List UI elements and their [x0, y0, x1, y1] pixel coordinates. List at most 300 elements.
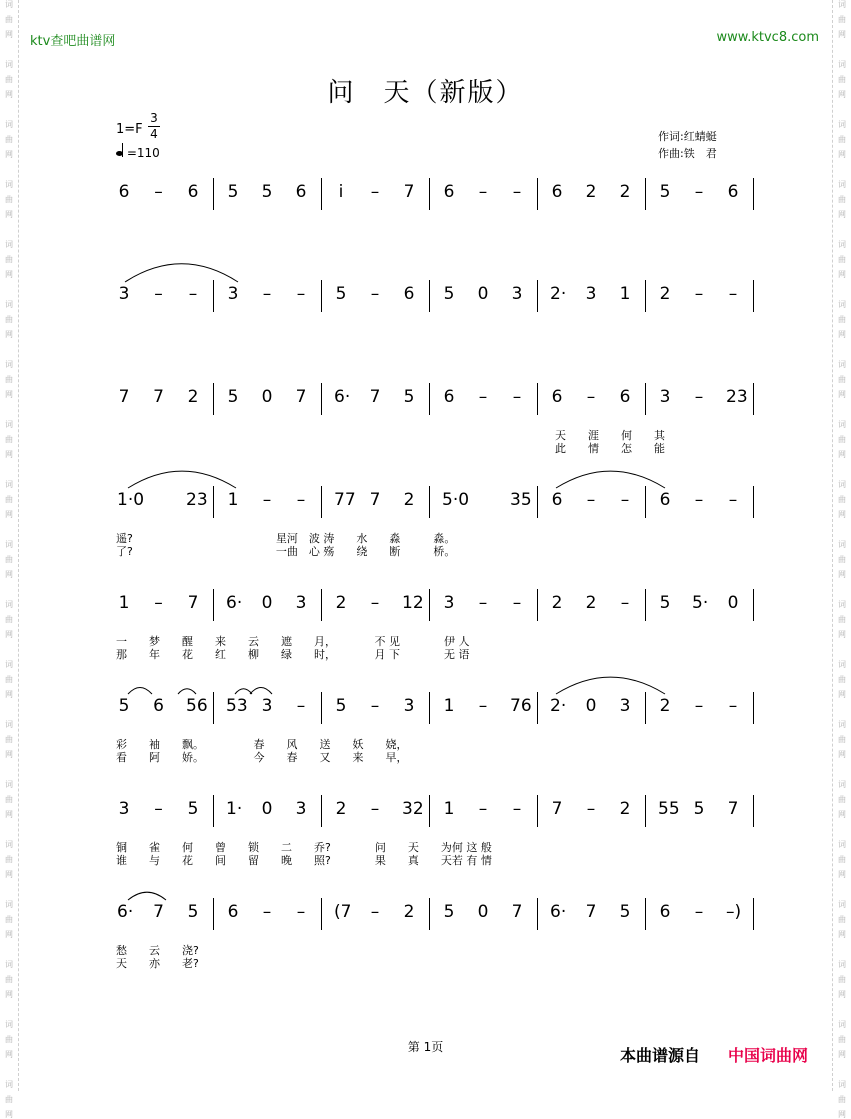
note: 1 — [118, 593, 130, 613]
note: 6 — [551, 182, 563, 202]
note: 3 — [295, 593, 307, 613]
bar-line — [213, 898, 214, 930]
watermark-char: 网 — [838, 330, 846, 339]
note: 6 — [227, 902, 239, 922]
note: – — [296, 490, 306, 510]
note: – — [512, 387, 522, 407]
note: – — [478, 593, 488, 613]
watermark-char: 曲 — [5, 195, 13, 204]
watermark-char: 曲 — [5, 495, 13, 504]
watermark-char: 词 — [5, 840, 13, 849]
song-title: 问 天（新版） — [327, 78, 524, 108]
note: 7 — [369, 490, 381, 510]
note: 5 — [335, 696, 347, 716]
watermark-char: 网 — [838, 750, 846, 759]
page-number: 第 1页 — [407, 1040, 444, 1054]
watermark-char: 词 — [5, 420, 13, 429]
bar-line — [645, 383, 646, 415]
bar-line — [429, 178, 430, 210]
note: – — [188, 284, 198, 304]
watermark-char: 曲 — [838, 795, 846, 804]
watermark-char: 曲 — [5, 435, 13, 444]
note: 2 — [335, 799, 347, 819]
watermark-char: 网 — [838, 30, 846, 39]
time-signature-bottom: 4 — [150, 127, 158, 141]
time-signature — [148, 112, 160, 141]
watermark-char: 曲 — [5, 75, 13, 84]
note: 7 — [727, 799, 739, 819]
bar-line — [429, 795, 430, 827]
note: 2 — [585, 593, 597, 613]
bar-line — [213, 692, 214, 724]
bar-line — [645, 692, 646, 724]
note: 7 — [403, 182, 415, 202]
watermark-char: 网 — [838, 570, 846, 579]
watermark-char: 词 — [838, 120, 846, 129]
note: – — [728, 696, 738, 716]
watermark-char: 曲 — [838, 735, 846, 744]
bar-line — [213, 383, 214, 415]
watermark-char: 曲 — [838, 555, 846, 564]
note: 6 — [551, 490, 563, 510]
note: 1 — [443, 799, 455, 819]
note: – — [262, 284, 272, 304]
bar-line — [753, 692, 754, 724]
watermark-char: 词 — [5, 660, 13, 669]
note: –) — [726, 902, 742, 922]
note: 5·0 — [442, 490, 470, 510]
watermark-char: 曲 — [5, 975, 13, 984]
bar-line — [645, 280, 646, 312]
watermark-char: 网 — [5, 450, 13, 459]
watermark-char: 曲 — [5, 1035, 13, 1044]
watermark-char: 词 — [838, 540, 846, 549]
bar-line — [645, 589, 646, 621]
watermark-char: 曲 — [5, 315, 13, 324]
watermark-char: 网 — [5, 630, 13, 639]
note: 6 — [443, 182, 455, 202]
watermark-char: 网 — [838, 990, 846, 999]
watermark-char: 曲 — [838, 15, 846, 24]
note: 3 — [511, 284, 523, 304]
watermark-char: 曲 — [5, 255, 13, 264]
watermark-char: 网 — [838, 450, 846, 459]
watermark-char: 曲 — [838, 1095, 846, 1104]
note: 7 — [369, 387, 381, 407]
note: 6· — [226, 593, 243, 613]
watermark-char: 曲 — [838, 975, 846, 984]
note: 2 — [551, 593, 563, 613]
note: 0 — [585, 696, 597, 716]
watermark-char: 词 — [838, 0, 846, 9]
note: 3 — [403, 696, 415, 716]
note: 76 — [510, 696, 532, 716]
watermark-char: 词 — [5, 1080, 13, 1089]
note: 6 — [187, 182, 199, 202]
note: – — [586, 387, 596, 407]
note: 1·0 — [117, 490, 145, 510]
lyricist-credit: 作词:红蜻蜓 — [658, 130, 717, 143]
note: – — [296, 284, 306, 304]
watermark-char: 曲 — [5, 855, 13, 864]
composer-credit: 作曲:铁 君 — [658, 147, 717, 160]
note: 6 — [659, 902, 671, 922]
watermark-char: 网 — [5, 1110, 13, 1119]
watermark-char: 词 — [838, 600, 846, 609]
bar-line — [537, 178, 538, 210]
watermark-char: 网 — [5, 930, 13, 939]
note: 3 — [227, 284, 239, 304]
note: 77 — [334, 490, 356, 510]
note: 5 — [261, 182, 273, 202]
bar-line — [213, 486, 214, 518]
watermark-char: 词 — [838, 660, 846, 669]
note: – — [512, 799, 522, 819]
note: – — [512, 593, 522, 613]
watermark-char: 网 — [838, 690, 846, 699]
note: – — [620, 490, 630, 510]
watermark-char: 曲 — [838, 1035, 846, 1044]
watermark-char: 词 — [5, 360, 13, 369]
watermark-char: 网 — [5, 330, 13, 339]
note: 1 — [227, 490, 239, 510]
note: 56 — [186, 696, 208, 716]
watermark-char: 曲 — [5, 135, 13, 144]
bar-line — [645, 795, 646, 827]
note: 2· — [550, 284, 567, 304]
note: 53 — [226, 696, 248, 716]
note: 5· — [692, 593, 709, 613]
note: 6 — [295, 182, 307, 202]
note: 5 — [187, 799, 199, 819]
watermark-char: 网 — [5, 90, 13, 99]
note: – — [478, 799, 488, 819]
note: – — [154, 284, 163, 304]
note: 3 — [118, 284, 130, 304]
watermark-char: 词 — [5, 60, 13, 69]
note: i — [338, 182, 344, 202]
watermark-char: 网 — [838, 1050, 846, 1059]
note: – — [728, 284, 738, 304]
note: 5 — [443, 902, 455, 922]
note: 3 — [659, 387, 671, 407]
watermark-char: 曲 — [5, 555, 13, 564]
note: 23 — [726, 387, 748, 407]
lyric-line: 谁 与 花 间 留 晚 照? 果 真 天若 有 情 — [116, 854, 492, 867]
bar-line — [537, 589, 538, 621]
watermark-char: 曲 — [838, 195, 846, 204]
note: – — [586, 490, 596, 510]
watermark-char: 词 — [838, 300, 846, 309]
site-name-header[interactable]: ktv查吧曲谱网 — [30, 34, 116, 49]
watermark-char: 曲 — [838, 75, 846, 84]
watermark-char: 词 — [5, 0, 13, 9]
watermark-char: 词 — [838, 1080, 846, 1089]
lyric-line: 天 涯 何 其 — [555, 429, 665, 442]
bar-line — [753, 486, 754, 518]
note: 6· — [117, 902, 134, 922]
note: 2 — [585, 182, 597, 202]
note: – — [694, 490, 704, 510]
watermark-char: 网 — [838, 390, 846, 399]
bar-line — [753, 178, 754, 210]
watermark-char: 曲 — [838, 675, 846, 684]
bar-line — [213, 589, 214, 621]
note: 6 — [619, 387, 631, 407]
note: – — [512, 182, 522, 202]
note: 2 — [659, 284, 671, 304]
note: 5 — [335, 284, 347, 304]
watermark-char: 网 — [838, 1110, 846, 1119]
bar-line — [429, 898, 430, 930]
note: – — [694, 182, 704, 202]
note: 7 — [153, 902, 164, 922]
note: 7 — [585, 902, 597, 922]
lyric-line: 看 阿 娇。 今 春 又 来 早， — [116, 751, 408, 764]
watermark-char: 曲 — [5, 795, 13, 804]
note: 1· — [226, 799, 243, 819]
bar-line — [321, 898, 322, 930]
note: 3 — [295, 799, 307, 819]
watermark-char: 词 — [838, 480, 846, 489]
watermark-char: 词 — [838, 900, 846, 909]
slur-arc — [0, 254, 851, 284]
note: – — [262, 902, 272, 922]
bar-line — [321, 692, 322, 724]
watermark-char: 网 — [5, 810, 13, 819]
tempo-marking — [116, 146, 160, 160]
watermark-char: 网 — [838, 270, 846, 279]
bar-line — [753, 898, 754, 930]
watermark-char: 网 — [5, 270, 13, 279]
note: 1 — [443, 696, 455, 716]
note: – — [728, 490, 738, 510]
watermark-char: 曲 — [5, 915, 13, 924]
bar-line — [537, 692, 538, 724]
watermark-char: 词 — [5, 900, 13, 909]
note: 0 — [261, 593, 273, 613]
note: 6 — [659, 490, 671, 510]
bar-line — [753, 795, 754, 827]
watermark-char: 词 — [838, 60, 846, 69]
watermark-char: 词 — [838, 420, 846, 429]
watermark-char: 词 — [5, 120, 13, 129]
watermark-char: 曲 — [838, 915, 846, 924]
lyric-line: 遥? 星河 波 涛 水 淼 淼。 — [116, 532, 456, 545]
bar-line — [753, 280, 754, 312]
bar-line — [537, 898, 538, 930]
bar-line — [429, 589, 430, 621]
watermark-char: 网 — [838, 510, 846, 519]
note: – — [370, 902, 380, 922]
lyric-line: 铜 雀 何 曾 锁 二 乔? 问 天 为何 这 般 — [116, 841, 492, 854]
watermark-char: 词 — [838, 180, 846, 189]
watermark-char: 词 — [5, 300, 13, 309]
watermark-char: 词 — [5, 1020, 13, 1029]
watermark-char: 词 — [838, 780, 846, 789]
note: 7 — [153, 387, 164, 407]
watermark-char: 网 — [5, 390, 13, 399]
note: – — [370, 696, 380, 716]
watermark-char: 网 — [5, 570, 13, 579]
note: – — [478, 387, 488, 407]
bar-line — [321, 178, 322, 210]
time-signature-top: 3 — [150, 111, 158, 125]
note: – — [478, 182, 488, 202]
note: 1 — [619, 284, 631, 304]
note: 5 — [659, 182, 671, 202]
bar-line — [753, 383, 754, 415]
note: – — [370, 799, 380, 819]
key-signature: 1=F — [116, 122, 143, 137]
bar-line — [213, 280, 214, 312]
slur-arc — [0, 666, 851, 696]
note: 6 — [443, 387, 455, 407]
bar-line — [645, 486, 646, 518]
bar-line — [645, 178, 646, 210]
watermark-char: 曲 — [5, 15, 13, 24]
bar-line — [321, 383, 322, 415]
source-label: 本曲谱源自 — [620, 1046, 701, 1065]
bar-line — [537, 280, 538, 312]
note: 5 — [118, 696, 130, 716]
note: – — [370, 284, 380, 304]
watermark-char: 词 — [838, 360, 846, 369]
note: – — [370, 593, 380, 613]
watermark-char: 曲 — [838, 495, 846, 504]
note: 5 — [443, 284, 455, 304]
note: 7 — [511, 902, 523, 922]
watermark-char: 网 — [838, 150, 846, 159]
note: 6 — [118, 182, 130, 202]
note: 7 — [551, 799, 563, 819]
note: – — [694, 902, 704, 922]
note: 0 — [477, 284, 489, 304]
bar-line — [321, 795, 322, 827]
note: 5 — [227, 182, 239, 202]
note: 5 — [659, 593, 671, 613]
watermark-char: 网 — [5, 870, 13, 879]
watermark-char: 曲 — [5, 1095, 13, 1104]
watermark-char: 词 — [5, 720, 13, 729]
note: – — [694, 696, 704, 716]
watermark-char: 词 — [838, 960, 846, 969]
bar-line — [645, 898, 646, 930]
note: 5 — [693, 799, 705, 819]
bar-line — [321, 486, 322, 518]
bar-line — [321, 280, 322, 312]
note: 2 — [659, 696, 671, 716]
note: 0 — [727, 593, 739, 613]
watermark-char: 网 — [5, 990, 13, 999]
note: 3 — [118, 799, 130, 819]
slur-arc — [0, 460, 851, 490]
lyric-line: 愁 云 浇? — [116, 944, 199, 957]
note: 2 — [619, 799, 631, 819]
note: 2 — [187, 387, 199, 407]
watermark-char: 网 — [5, 690, 13, 699]
bar-line — [537, 486, 538, 518]
note: 2 — [335, 593, 347, 613]
watermark-char: 曲 — [5, 615, 13, 624]
note: – — [154, 593, 163, 613]
watermark-char: 曲 — [838, 315, 846, 324]
note: – — [154, 182, 163, 202]
note: 32 — [402, 799, 424, 819]
tempo-value: =110 — [126, 146, 160, 160]
watermark-char: 网 — [838, 870, 846, 879]
watermark-char: 网 — [838, 210, 846, 219]
bar-line — [321, 589, 322, 621]
note: 3 — [585, 284, 597, 304]
watermark-char: 词 — [838, 240, 846, 249]
lyric-line: 了? 一曲 心 殇 绕 断 桥。 — [116, 545, 456, 558]
note: 2 — [619, 182, 631, 202]
watermark-char: 网 — [5, 510, 13, 519]
watermark-char: 网 — [5, 30, 13, 39]
watermark-char: 曲 — [5, 735, 13, 744]
note: – — [296, 902, 306, 922]
note: 5 — [619, 902, 631, 922]
watermark-char: 词 — [838, 840, 846, 849]
watermark-char: 曲 — [838, 615, 846, 624]
watermark-char: 词 — [838, 720, 846, 729]
watermark-char: 网 — [838, 810, 846, 819]
source-brand[interactable]: 中国词曲网 — [728, 1046, 809, 1065]
bar-line — [429, 692, 430, 724]
watermark-char: 曲 — [838, 855, 846, 864]
note: 6· — [550, 902, 567, 922]
bar-line — [537, 383, 538, 415]
note: 5 — [403, 387, 415, 407]
note: 2 — [403, 902, 415, 922]
site-url-header[interactable]: www.ktvc8.com — [716, 30, 819, 45]
watermark-char: 网 — [838, 90, 846, 99]
note: – — [694, 284, 704, 304]
note: – — [154, 799, 163, 819]
watermark-char: 词 — [5, 480, 13, 489]
note: – — [620, 593, 630, 613]
note: 7 — [295, 387, 307, 407]
watermark-char: 词 — [5, 960, 13, 969]
note: 0 — [477, 902, 489, 922]
note: 23 — [186, 490, 208, 510]
note: 6 — [551, 387, 563, 407]
bar-line — [213, 795, 214, 827]
lyric-line: 一 梦 醒 来 云 遮 月， 不 见 伊 人 — [116, 635, 470, 648]
note: 6· — [334, 387, 351, 407]
note: 0 — [261, 387, 273, 407]
watermark-char: 网 — [838, 930, 846, 939]
note: 2· — [550, 696, 567, 716]
watermark-char: 网 — [5, 150, 13, 159]
note: 2 — [403, 490, 415, 510]
watermark-char: 网 — [5, 1050, 13, 1059]
note: 0 — [261, 799, 273, 819]
watermark-char: 词 — [5, 780, 13, 789]
lyric-line: 那 年 花 红 柳 绿 时， 月 下 无 语 — [116, 648, 470, 661]
note: 6 — [153, 696, 164, 716]
bar-line — [429, 486, 430, 518]
note: 6 — [727, 182, 739, 202]
note: 6 — [403, 284, 415, 304]
note: 7 — [187, 593, 199, 613]
bar-line — [429, 383, 430, 415]
note: 7 — [118, 387, 130, 407]
note: 5 — [187, 902, 199, 922]
watermark-char: 词 — [5, 540, 13, 549]
note: 12 — [402, 593, 424, 613]
